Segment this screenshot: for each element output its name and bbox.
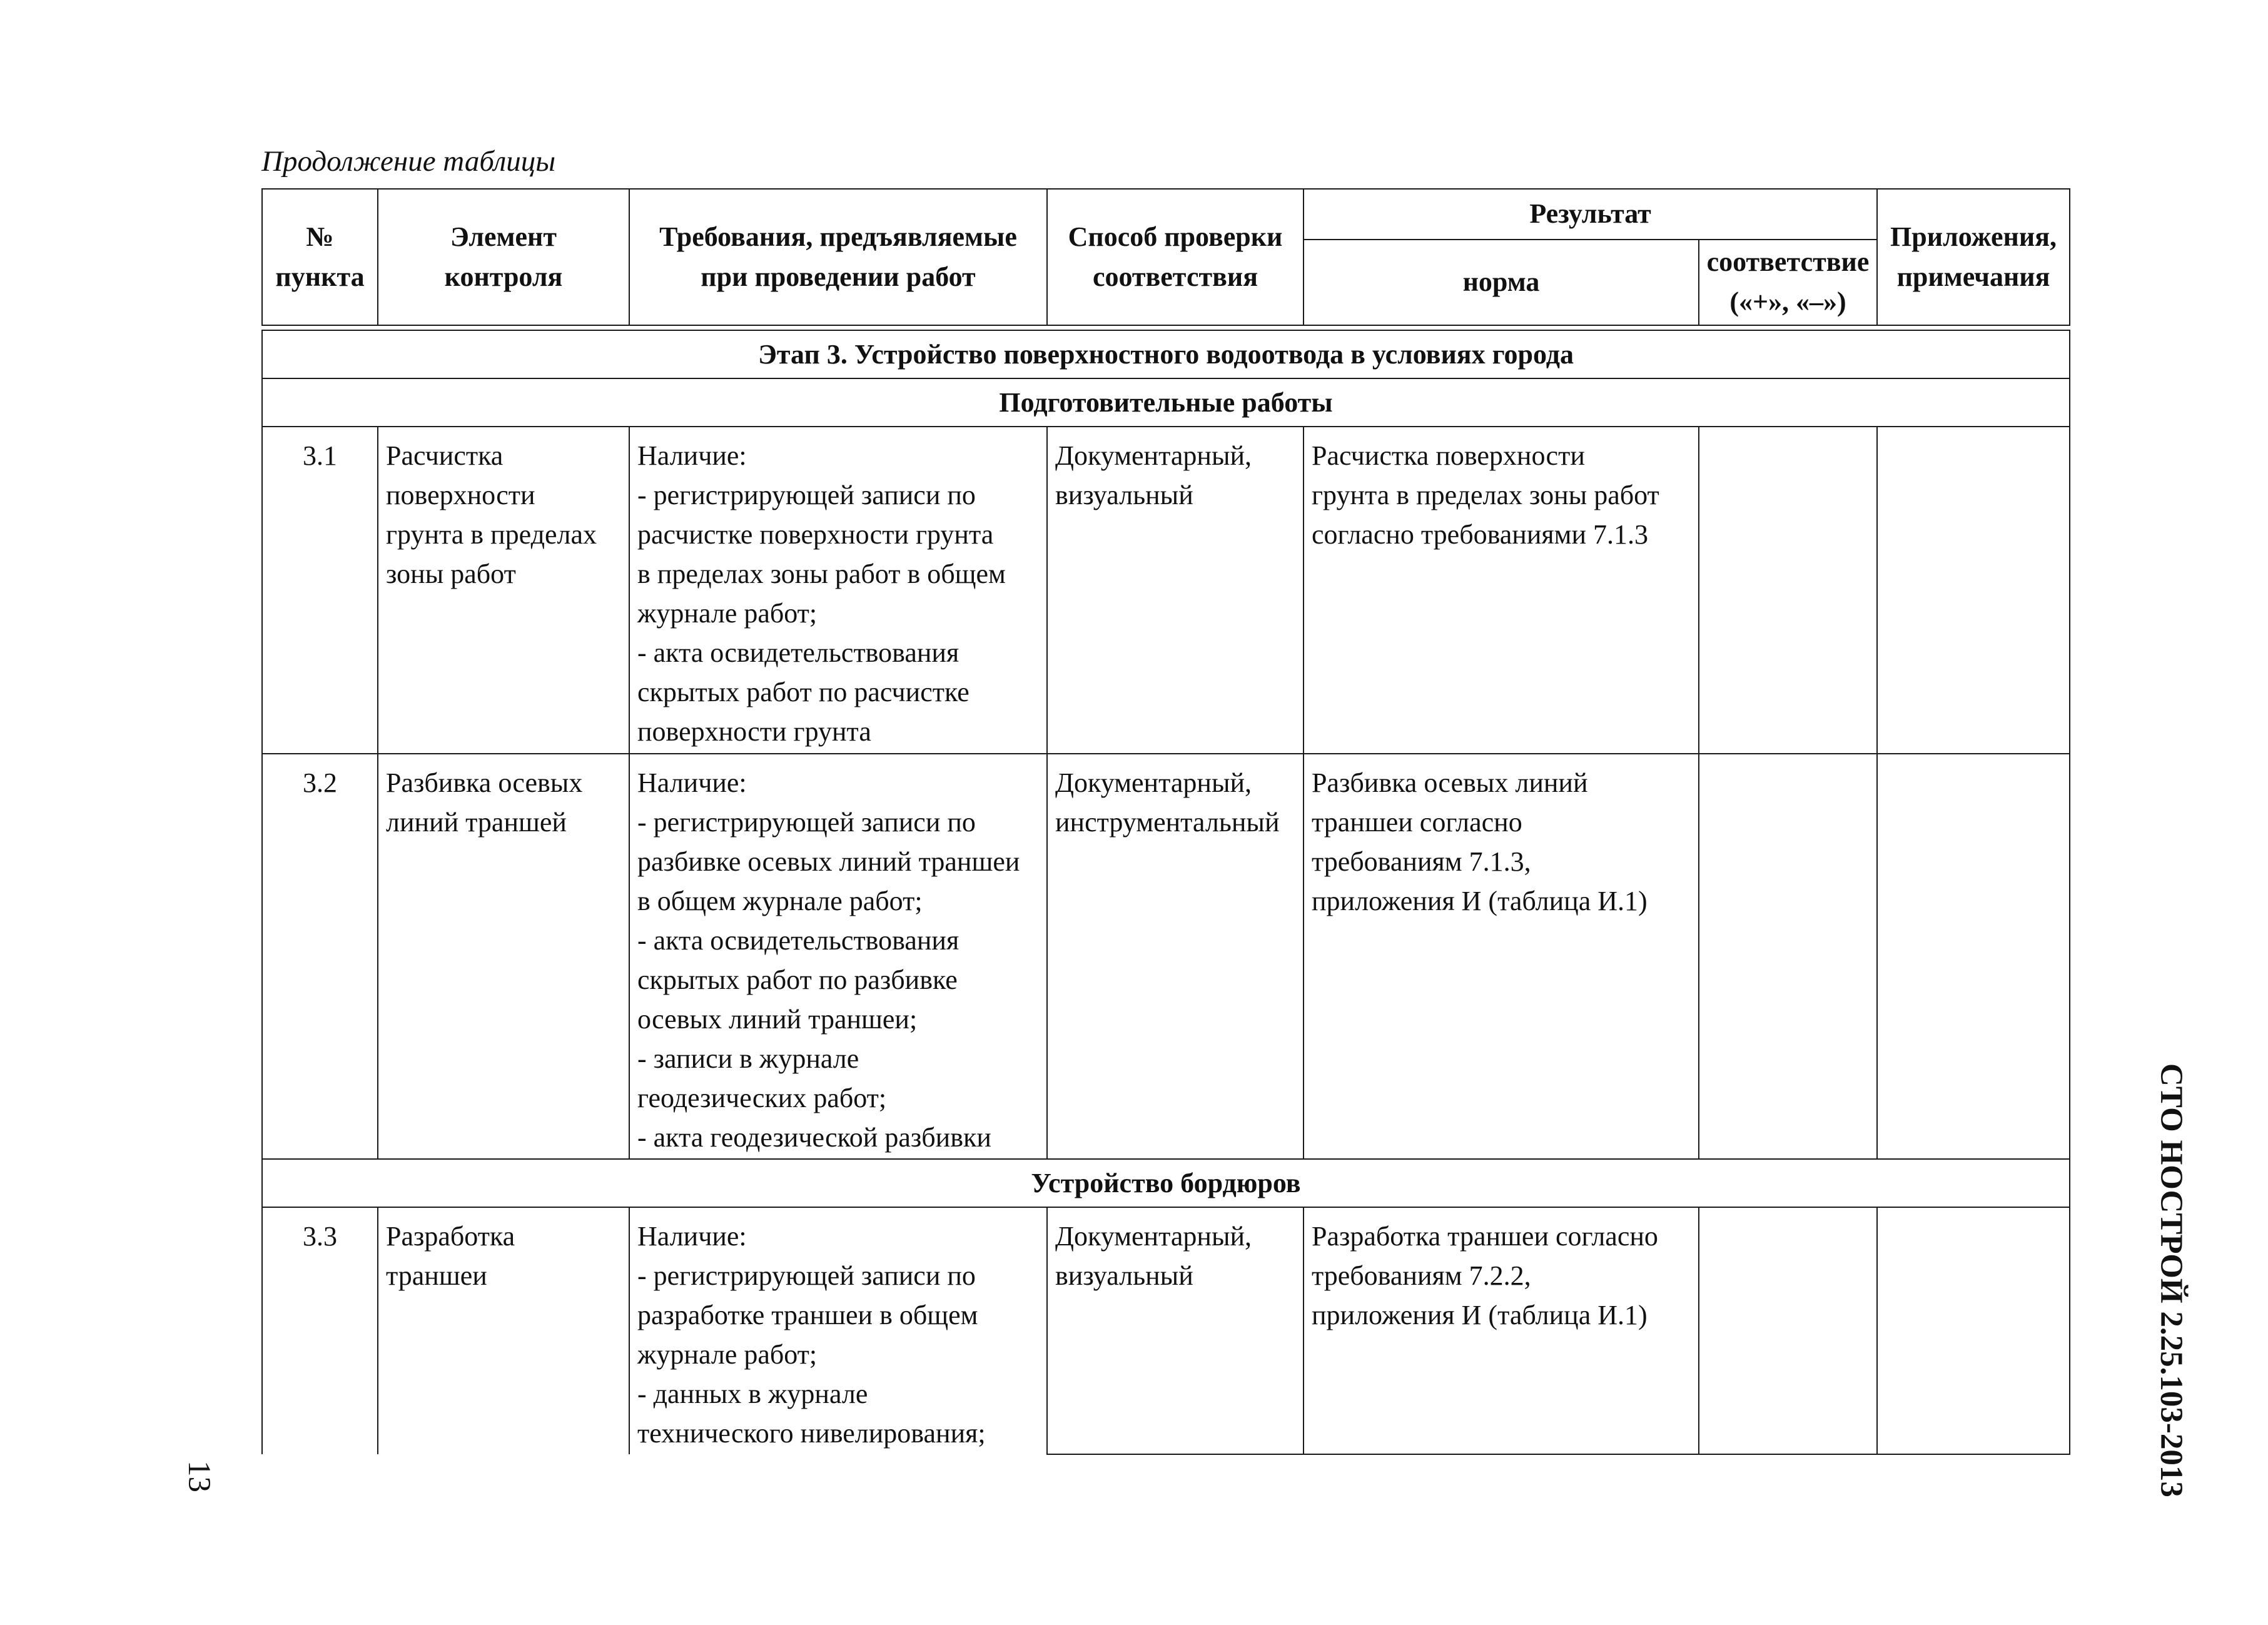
- row-notes: [1877, 754, 2070, 1159]
- page-number: 13: [181, 1460, 216, 1492]
- row-norm: Расчистка поверхности грунта в пределах зоны работ согласно требованиями 7.1.3: [1304, 427, 1699, 754]
- row-notes: [1877, 427, 2070, 754]
- table-row: [262, 754, 2070, 1159]
- row-element: Разбивка осевых линий траншей: [378, 754, 629, 1159]
- row-element: Расчистка поверхности грунта в пределах зоны работ: [378, 427, 629, 754]
- header-norm: норма: [1304, 240, 1699, 325]
- row-requirements: Наличие: - регистрирующей записи по разбивке осевых линий траншеи в общем журнале работ; - акта освидетельствования скрытых работ по разбивке осевых линий траншеи; - записи в журнале геодезических работ; - акта геодезической разбивки: [629, 754, 1047, 1159]
- header-element: Элемент контроля: [378, 189, 629, 325]
- row-element: Разработка траншеи: [378, 1207, 629, 1454]
- row-method: Документарный, визуальный: [1047, 427, 1304, 754]
- row-notes: [1877, 1207, 2070, 1454]
- row-norm: Разработка траншеи согласно требованиям 7.2.2, приложения И (таблица И.1): [1304, 1207, 1699, 1454]
- header-method: Способ проверки соответствия: [1047, 189, 1304, 325]
- header-conformity: соответствие («+», «–»): [1699, 240, 1877, 325]
- row-method: Документарный, визуальный: [1047, 1207, 1304, 1454]
- document-code: СТО НОСТРОЙ 2.25.103-2013: [2154, 1063, 2189, 1497]
- inspection-table: [261, 188, 2070, 1455]
- row-conformity: [1699, 1207, 1877, 1454]
- header-requirements: Требования, предъявляемые при проведении работ: [629, 189, 1047, 325]
- row-num: 3.2: [262, 754, 378, 1159]
- row-norm: Разбивка осевых линий траншеи согласно требованиям 7.1.3, приложения И (таблица И.1): [1304, 754, 1699, 1159]
- header-notes: Приложения, примечания: [1877, 189, 2070, 325]
- header-num: № пункта: [262, 189, 378, 325]
- section-stage-title: Этап 3. Устройство поверхностного водоотвода в условиях города: [262, 330, 2070, 378]
- row-num: 3.1: [262, 427, 378, 754]
- row-conformity: [1699, 427, 1877, 754]
- table-row: [262, 1207, 2070, 1454]
- row-requirements: Наличие: - регистрирующей записи по расчистке поверхности грунта в пределах зоны работ в общем журнале работ; - акта освидетельствования скрытых работ по расчистке поверхности грунта: [629, 427, 1047, 754]
- header-separator: [262, 325, 2070, 330]
- section-row-stage: [262, 330, 2070, 378]
- section-row-preparatory: [262, 378, 2070, 427]
- table-continuation-caption: Продолжение таблицы: [261, 145, 556, 178]
- row-method: Документарный, инструментальный: [1047, 754, 1304, 1159]
- header-result: Результат: [1304, 189, 1877, 240]
- header-row-top: [262, 189, 2070, 240]
- row-num: 3.3: [262, 1207, 378, 1454]
- section-row-curbs: [262, 1159, 2070, 1207]
- table-row: [262, 427, 2070, 754]
- section-curbs-title: Устройство бордюров: [262, 1159, 2070, 1207]
- row-conformity: [1699, 754, 1877, 1159]
- row-requirements: Наличие: - регистрирующей записи по разработке траншеи в общем журнале работ; - данных в журнале технического нивелирования;: [629, 1207, 1047, 1454]
- section-preparatory-title: Подготовительные работы: [262, 378, 2070, 427]
